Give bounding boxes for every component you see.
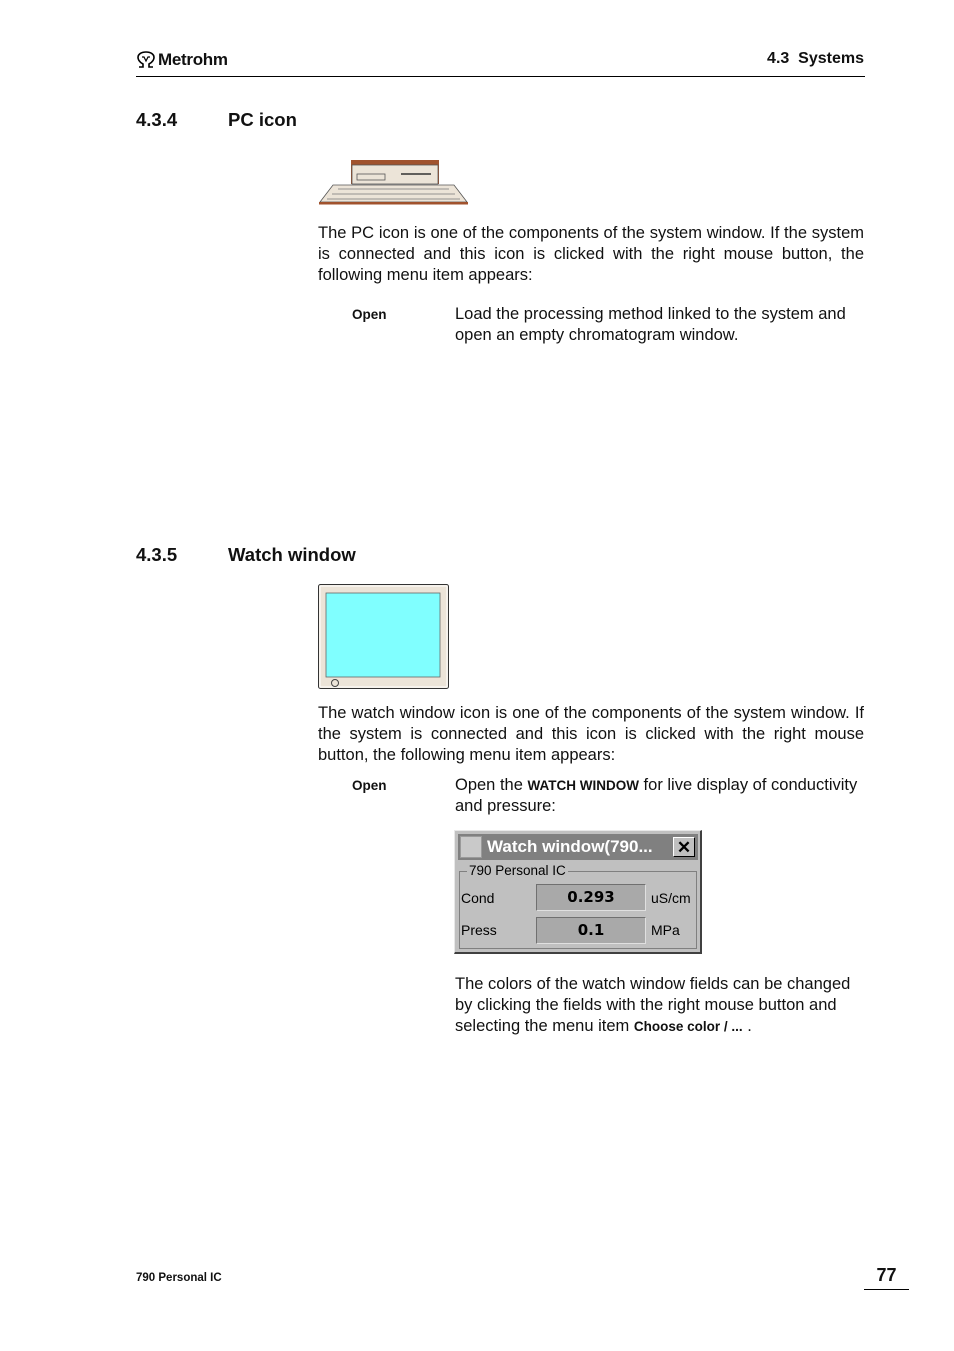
close-button[interactable]: ✕: [673, 837, 695, 857]
section-title: PC icon: [228, 109, 297, 130]
cond-unit: uS/cm: [651, 890, 691, 906]
watch-window-icon: [318, 584, 450, 690]
section-title: Watch window: [228, 544, 356, 565]
cond-value-field[interactable]: 0.293: [536, 884, 646, 911]
group-label: 790 Personal IC: [469, 863, 566, 878]
footer-product: 790 Personal IC: [136, 1272, 222, 1284]
watch-window: [454, 830, 702, 954]
menu-term-description: Open the WATCH WINDOW for live display of conductivity and pressure:: [455, 776, 858, 815]
watch-icon-description: The watch window icon is one of the components of the system window. If the system is connected and this icon is clicked with the right mouse button, the following menu item appears:: [318, 704, 864, 764]
choose-color-term: Choose color / ...: [633, 1019, 743, 1034]
title-bar: [458, 834, 698, 860]
brand-name: Metrohm: [158, 50, 228, 69]
pc-icon: [318, 159, 469, 205]
omega-icon: [136, 51, 156, 69]
page-number: 77: [876, 1265, 897, 1285]
header-rule: [136, 76, 865, 77]
window-title: Watch window(790...: [487, 837, 653, 856]
cond-label: Cond: [461, 890, 495, 906]
menu-term-open: Open: [352, 307, 387, 322]
press-value-field[interactable]: 0.1: [536, 917, 646, 944]
section-number: 4.3.4: [136, 109, 178, 130]
watch-window-term: WATCH WINDOW: [527, 778, 639, 793]
press-label: Press: [461, 922, 497, 938]
metrohm-logo: [136, 50, 228, 70]
footer-rule: [864, 1289, 909, 1290]
color-note: The colors of the watch window fields can be changed by clicking the fields with the right mouse button and selecting the menu item Choose color / ... .: [455, 975, 851, 1035]
system-menu-icon[interactable]: [460, 836, 482, 858]
pc-icon-description: The PC icon is one of the components of the system window. If the system is connected and this icon is clicked with the right mouse button, the following menu item appears:: [318, 224, 864, 284]
press-unit: MPa: [651, 922, 680, 938]
menu-term-description: Load the processing method linked to the system and open an empty chromatogram window.: [455, 305, 846, 344]
header-section: 4.3 Systems: [767, 50, 864, 67]
menu-term-open: Open: [352, 778, 387, 793]
section-number: 4.3.5: [136, 544, 178, 565]
